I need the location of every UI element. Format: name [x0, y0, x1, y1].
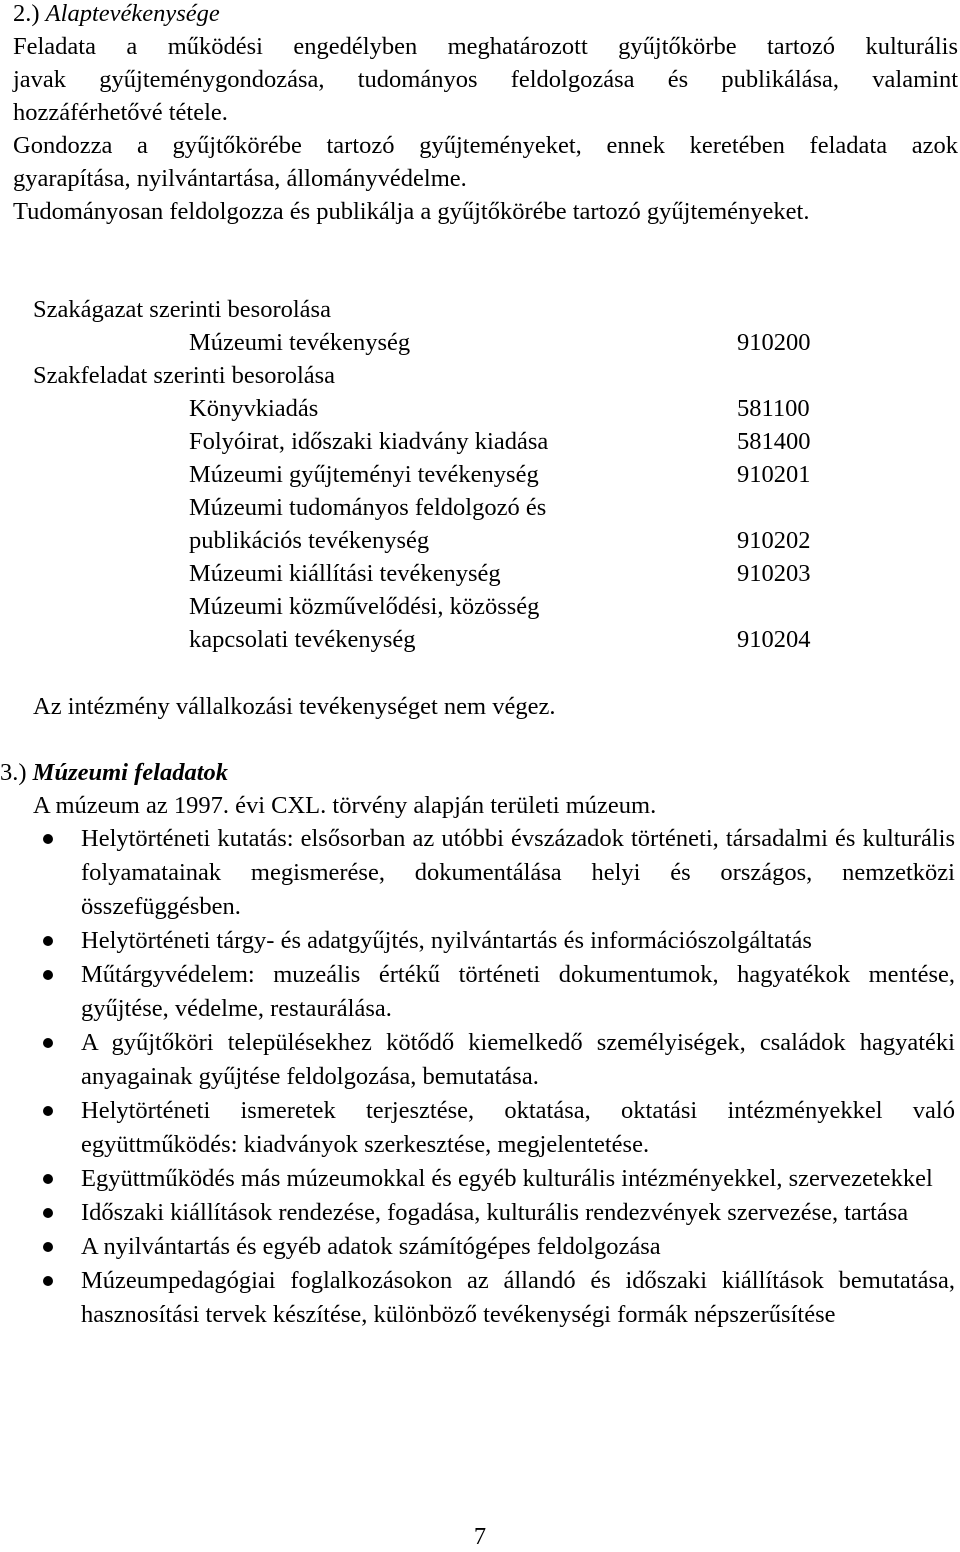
list-item: [13, 1196, 955, 1230]
task-row: [33, 557, 853, 590]
task-label: Szakfeladat szerinti besorolása: [33, 362, 336, 389]
no-business-statement: Az intézmény vállalkozási tevékenységet nem végez.: [33, 693, 556, 720]
task-name: Múzeumi gyűjteményi tevékenység: [189, 461, 539, 488]
branch-code: 910200: [737, 329, 811, 356]
section-2-line: Feladata a működési engedélyben meghatározott gyűjtőkörbe tartozó kulturális: [13, 33, 958, 60]
list-item-text: Helytörténeti tárgy- és adatgyűjtés, nyilvántartás és információszolgáltatás: [81, 927, 812, 954]
list-item-text: Múzeumpedagógiai foglalkozásokon az állandó és időszaki kiállítások bemutatása, hasznosítási tervek készítése, különböző tevékenységi formák népszerűsítése: [81, 1267, 955, 1328]
list-item: [13, 924, 955, 958]
page-number: 7: [473, 1523, 487, 1550]
list-item: [13, 958, 955, 1026]
bullet-icon: [43, 1106, 53, 1116]
section-2-heading: [13, 0, 958, 30]
list-item: [13, 1094, 955, 1162]
list-item-text: A gyűjtőköri településekhez kötődő kiemelkedő személyiségek, családok hagyatéki anyagainak gyűjtése feldolgozása, bemutatása.: [81, 1029, 955, 1090]
list-item: [13, 1264, 955, 1332]
bullet-icon: [43, 970, 53, 980]
task-row: [33, 623, 853, 656]
section-3-title: Múzeumi feladatok: [32, 759, 229, 786]
task-code: 581100: [737, 395, 810, 422]
task-row: [33, 524, 853, 557]
museum-tasks-list: [13, 822, 958, 1332]
task-row: [33, 491, 853, 524]
section-2-line: hozzáférhetővé tétele.: [13, 99, 228, 126]
branch-label: Szakágazat szerinti besorolása: [33, 296, 331, 323]
section-2: [13, 0, 958, 228]
branch-item: Múzeumi tevékenység: [189, 329, 411, 356]
section-2-title: Alaptevékenysége: [45, 0, 220, 27]
section-3: [0, 756, 958, 1332]
bullet-icon: [43, 936, 53, 946]
task-code: 910203: [737, 560, 811, 587]
section-3-number: 3.): [0, 759, 27, 786]
section-2-line: Tudományosan feldolgozza és publikálja a gyűjtőkörébe tartozó gyűjteményeket.: [13, 198, 810, 225]
list-item-text: Helytörténeti ismeretek terjesztése, oktatása, oktatási intézményekkel való együttműködés: kiadványok szerkesztése, megjelentetése.: [81, 1097, 955, 1158]
section-3-intro: A múzeum az 1997. évi CXL. törvény alapján területi múzeum.: [33, 792, 657, 819]
task-row: [33, 590, 853, 623]
list-item: [13, 1162, 955, 1196]
section-2-line: gyarapítása, nyilvántartása, állományvédelme.: [13, 165, 467, 192]
task-name: Múzeumi közművelődési, közösség: [189, 593, 540, 620]
task-name: Múzeumi kiállítási tevékenység: [189, 560, 501, 587]
list-item-text: A nyilvántartás és egyéb adatok számítógépes feldolgozása: [81, 1233, 661, 1260]
task-name-cont: publikációs tevékenység: [189, 527, 430, 554]
task-name: Folyóirat, időszaki kiadvány kiadása: [189, 428, 549, 455]
branch-item-row: [33, 326, 853, 359]
branch-label-row: [33, 293, 853, 326]
classification-block: [33, 293, 853, 656]
bullet-icon: [43, 834, 53, 844]
task-code: 910201: [737, 461, 811, 488]
bullet-icon: [43, 1174, 53, 1184]
bullet-icon: [43, 1038, 53, 1048]
list-item: [13, 1026, 955, 1094]
section-2-number: 2.): [13, 0, 40, 27]
task-name: Múzeumi tudományos feldolgozó és: [189, 494, 547, 521]
list-item-text: Műtárgyvédelem: muzeális értékű történeti dokumentumok, hagyatékok mentése, gyűjtése, védelme, restaurálása.: [81, 961, 955, 1022]
task-row: [33, 458, 853, 491]
bullet-icon: [43, 1208, 53, 1218]
list-item-text: Együttműködés más múzeumokkal és egyéb kulturális intézményekkel, szervezetekkel: [81, 1165, 933, 1192]
task-row: [33, 425, 853, 458]
task-code: 581400: [737, 428, 811, 455]
task-name-cont: kapcsolati tevékenység: [189, 626, 416, 653]
list-item: [13, 822, 955, 924]
bullet-icon: [43, 1276, 53, 1286]
task-code: 910204: [737, 626, 811, 653]
section-2-line: Gondozza a gyűjtőkörébe tartozó gyűjteményeket, ennek keretében feladata azok: [13, 132, 958, 159]
section-3-heading: [0, 756, 958, 789]
bullet-icon: [43, 1242, 53, 1252]
task-row: [33, 392, 853, 425]
list-item: [13, 1230, 955, 1264]
section-2-line: javak gyűjteménygondozása, tudományos feldolgozása és publikálása, valamint: [13, 66, 958, 93]
task-label-row: [33, 359, 853, 392]
task-name: Könyvkiadás: [189, 395, 319, 422]
list-item-text: Helytörténeti kutatás: elsősorban az utóbbi évszázadok történeti, társadalmi és kulturális folyamatainak megismerése, dokumentálása helyi és országos, nemzetközi összefüggésben.: [81, 825, 955, 920]
task-code: 910202: [737, 527, 811, 554]
list-item-text: Időszaki kiállítások rendezése, fogadása, kulturális rendezvények szervezése, tartása: [81, 1199, 909, 1226]
